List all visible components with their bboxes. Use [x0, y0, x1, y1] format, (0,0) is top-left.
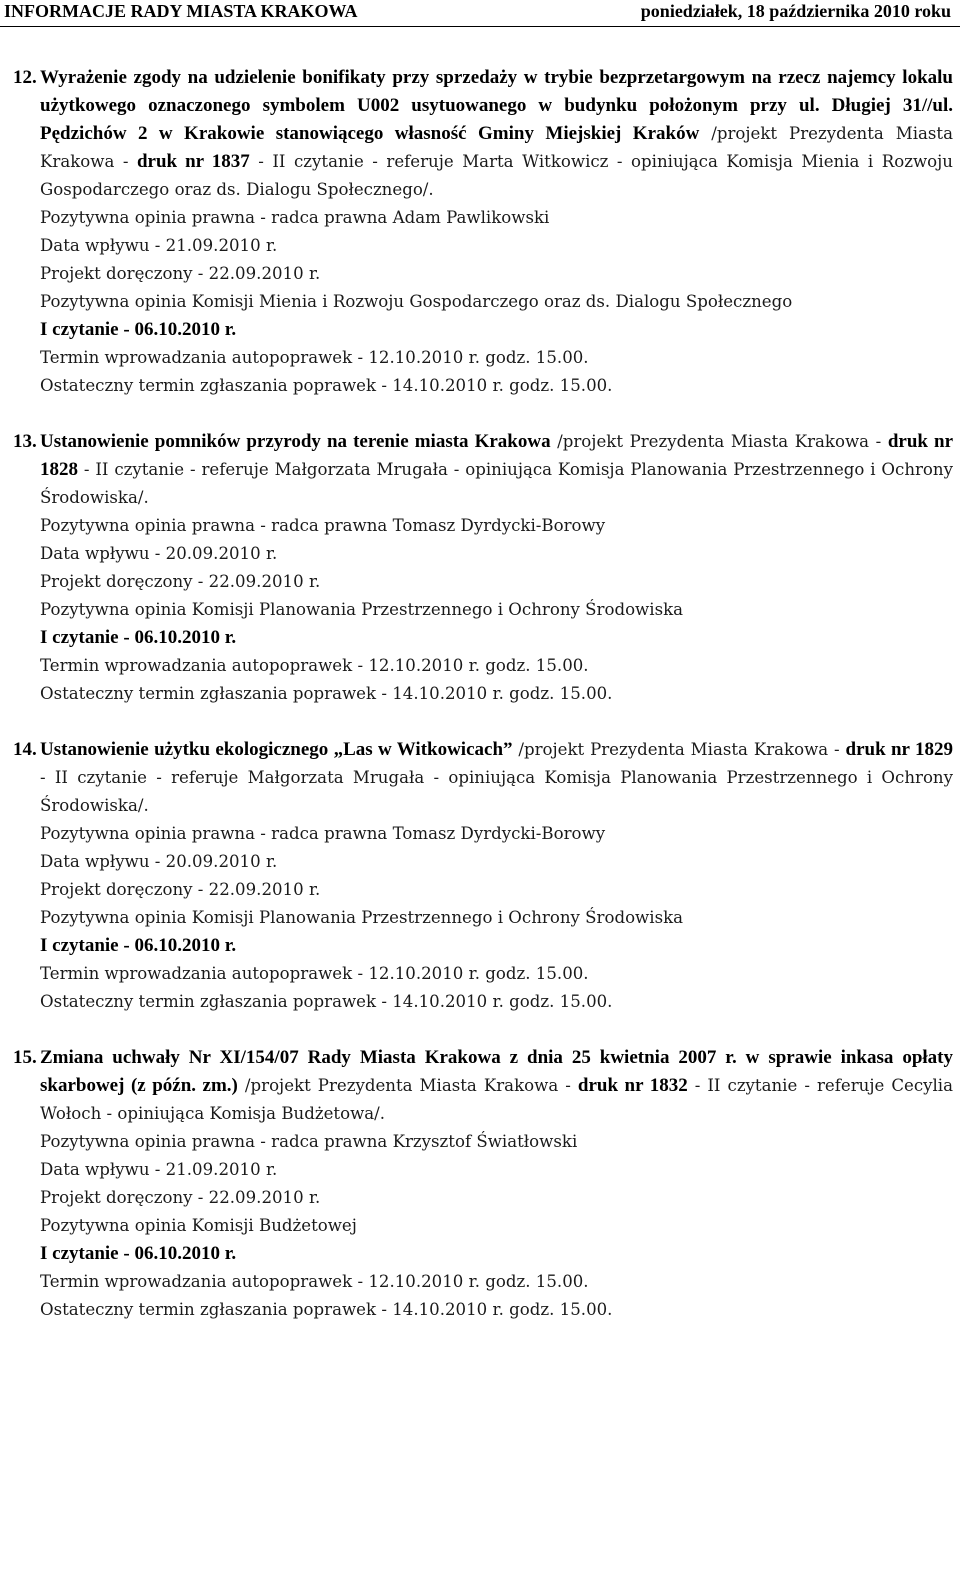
legal-opinion: Pozytywna opinia prawna - radca prawna Adam Pawlikowski [40, 208, 550, 227]
amendments-deadline: Ostateczny termin zgłaszania poprawek - 14.10.2010 r. godz. 15.00. [40, 376, 613, 395]
item-intro: /projekt Prezydenta Miasta Krakowa - [237, 1076, 578, 1095]
legal-opinion: Pozytywna opinia prawna - radca prawna Tomasz Dyrdycki-Borowy [40, 516, 606, 535]
item-description [40, 1044, 953, 1128]
item-details [40, 820, 953, 1016]
delivered-date: Projekt doręczony - 22.09.2010 r. [40, 264, 321, 283]
publication-date: poniedziałek, 18 października 2010 roku [640, 1, 951, 21]
item-reading-info: - II czytanie - referuje Cecylia Wołoch - opiniująca Komisja Budżetowa/. [40, 1076, 954, 1123]
received-date: Data wpływu - 20.09.2010 r. [40, 852, 278, 871]
publication-title: INFORMACJE RADY MIASTA KRAKOWA [4, 1, 358, 21]
item-number: 12. [13, 67, 37, 88]
item-reading-info: - II czytanie - referuje Małgorzata Mrugała - opiniująca Komisja Planowania Przestrzennego i Ochrony Środowiska/. [40, 460, 953, 507]
item-heading: Ustanowienie pomników przyrody na terenie miasta Krakowa [40, 431, 551, 452]
committee-opinion: Pozytywna opinia Komisji Planowania Przestrzennego i Ochrony Środowiska [40, 600, 684, 619]
legal-opinion: Pozytywna opinia prawna - radca prawna Tomasz Dyrdycki-Borowy [40, 824, 606, 843]
committee-opinion: Pozytywna opinia Komisji Budżetowej [40, 1216, 357, 1235]
item-number: 15. [13, 1047, 37, 1068]
item-reading-info: - II czytanie - referuje Marta Witkowicz - opiniująca Komisja Mienia i Rozwoju Gospodarczego oraz ds. Dialogu Społecznego/. [40, 152, 953, 199]
item-description [40, 736, 953, 820]
druk-number: druk nr 1828 [40, 431, 954, 480]
agenda-item-15 [13, 1044, 954, 1324]
item-reading-info: - II czytanie - referuje Małgorzata Mrugała - opiniująca Komisja Planowania Przestrzennego i Ochrony Środowiska/. [40, 768, 953, 815]
autocorrections-deadline: Termin wprowadzania autopoprawek - 12.10.2010 r. godz. 15.00. [40, 1272, 589, 1291]
received-date: Data wpływu - 21.09.2010 r. [40, 236, 278, 255]
druk-number: druk nr 1837 [136, 151, 250, 172]
delivered-date: Projekt doręczony - 22.09.2010 r. [40, 572, 321, 591]
agenda-item-14 [13, 736, 953, 1016]
received-date: Data wpływu - 20.09.2010 r. [40, 544, 278, 563]
druk-number: druk nr 1832 [577, 1075, 688, 1096]
item-intro: /projekt Prezydenta Miasta Krakowa - [512, 740, 846, 759]
item-details [40, 204, 953, 400]
item-number: 14. [13, 739, 37, 760]
first-reading: I czytanie - 06.10.2010 r. [40, 1243, 237, 1264]
agenda-item-13 [13, 428, 954, 708]
agenda-item-12 [13, 64, 953, 400]
autocorrections-deadline: Termin wprowadzania autopoprawek - 12.10.2010 r. godz. 15.00. [40, 656, 589, 675]
legal-opinion: Pozytywna opinia prawna - radca prawna Krzysztof Światłowski [40, 1132, 578, 1151]
item-number: 13. [13, 431, 37, 452]
delivered-date: Projekt doręczony - 22.09.2010 r. [40, 1188, 321, 1207]
item-heading: Ustanowienie użytku ekologicznego „Las w Witkowicach” [40, 739, 513, 760]
autocorrections-deadline: Termin wprowadzania autopoprawek - 12.10.2010 r. godz. 15.00. [40, 964, 589, 983]
item-intro: /projekt Prezydenta Miasta Krakowa - [40, 124, 953, 171]
item-intro: /projekt Prezydenta Miasta Krakowa - [550, 432, 888, 451]
druk-number: druk nr 1829 [845, 739, 953, 760]
amendments-deadline: Ostateczny termin zgłaszania poprawek - 14.10.2010 r. godz. 15.00. [40, 1300, 613, 1319]
autocorrections-deadline: Termin wprowadzania autopoprawek - 12.10.2010 r. godz. 15.00. [40, 348, 589, 367]
page-header [0, 0, 960, 27]
first-reading: I czytanie - 06.10.2010 r. [40, 319, 237, 340]
item-description [40, 64, 953, 204]
committee-opinion: Pozytywna opinia Komisji Planowania Przestrzennego i Ochrony Środowiska [40, 908, 684, 927]
item-details [40, 1128, 953, 1324]
item-details [40, 512, 953, 708]
amendments-deadline: Ostateczny termin zgłaszania poprawek - 14.10.2010 r. godz. 15.00. [40, 684, 613, 703]
delivered-date: Projekt doręczony - 22.09.2010 r. [40, 880, 321, 899]
item-heading: Zmiana uchwały Nr XI/154/07 Rady Miasta Krakowa z dnia 25 kwietnia 2007 r. w sprawie inkasa opłaty skarbowej (z późn. zm.) [40, 1047, 953, 1096]
received-date: Data wpływu - 21.09.2010 r. [40, 1160, 278, 1179]
item-heading: Wyrażenie zgody na udzielenie bonifikaty przy sprzedaży w trybie bezprzetargowym na rzecz najemcy lokalu użytkowego oznaczonego symbolem U002 usytuowanego w budynku położonym przy ul. Długiej 31//ul. Pędzichów 2 w Krakowie stanowiącego własność Gminy Miejskiej Kraków [40, 67, 953, 144]
amendments-deadline: Ostateczny termin zgłaszania poprawek - 14.10.2010 r. godz. 15.00. [40, 992, 613, 1011]
agenda-items [13, 64, 954, 1352]
item-description [40, 428, 953, 512]
committee-opinion: Pozytywna opinia Komisji Mienia i Rozwoju Gospodarczego oraz ds. Dialogu Społecznego [40, 292, 793, 311]
first-reading: I czytanie - 06.10.2010 r. [40, 935, 237, 956]
first-reading: I czytanie - 06.10.2010 r. [40, 627, 237, 648]
